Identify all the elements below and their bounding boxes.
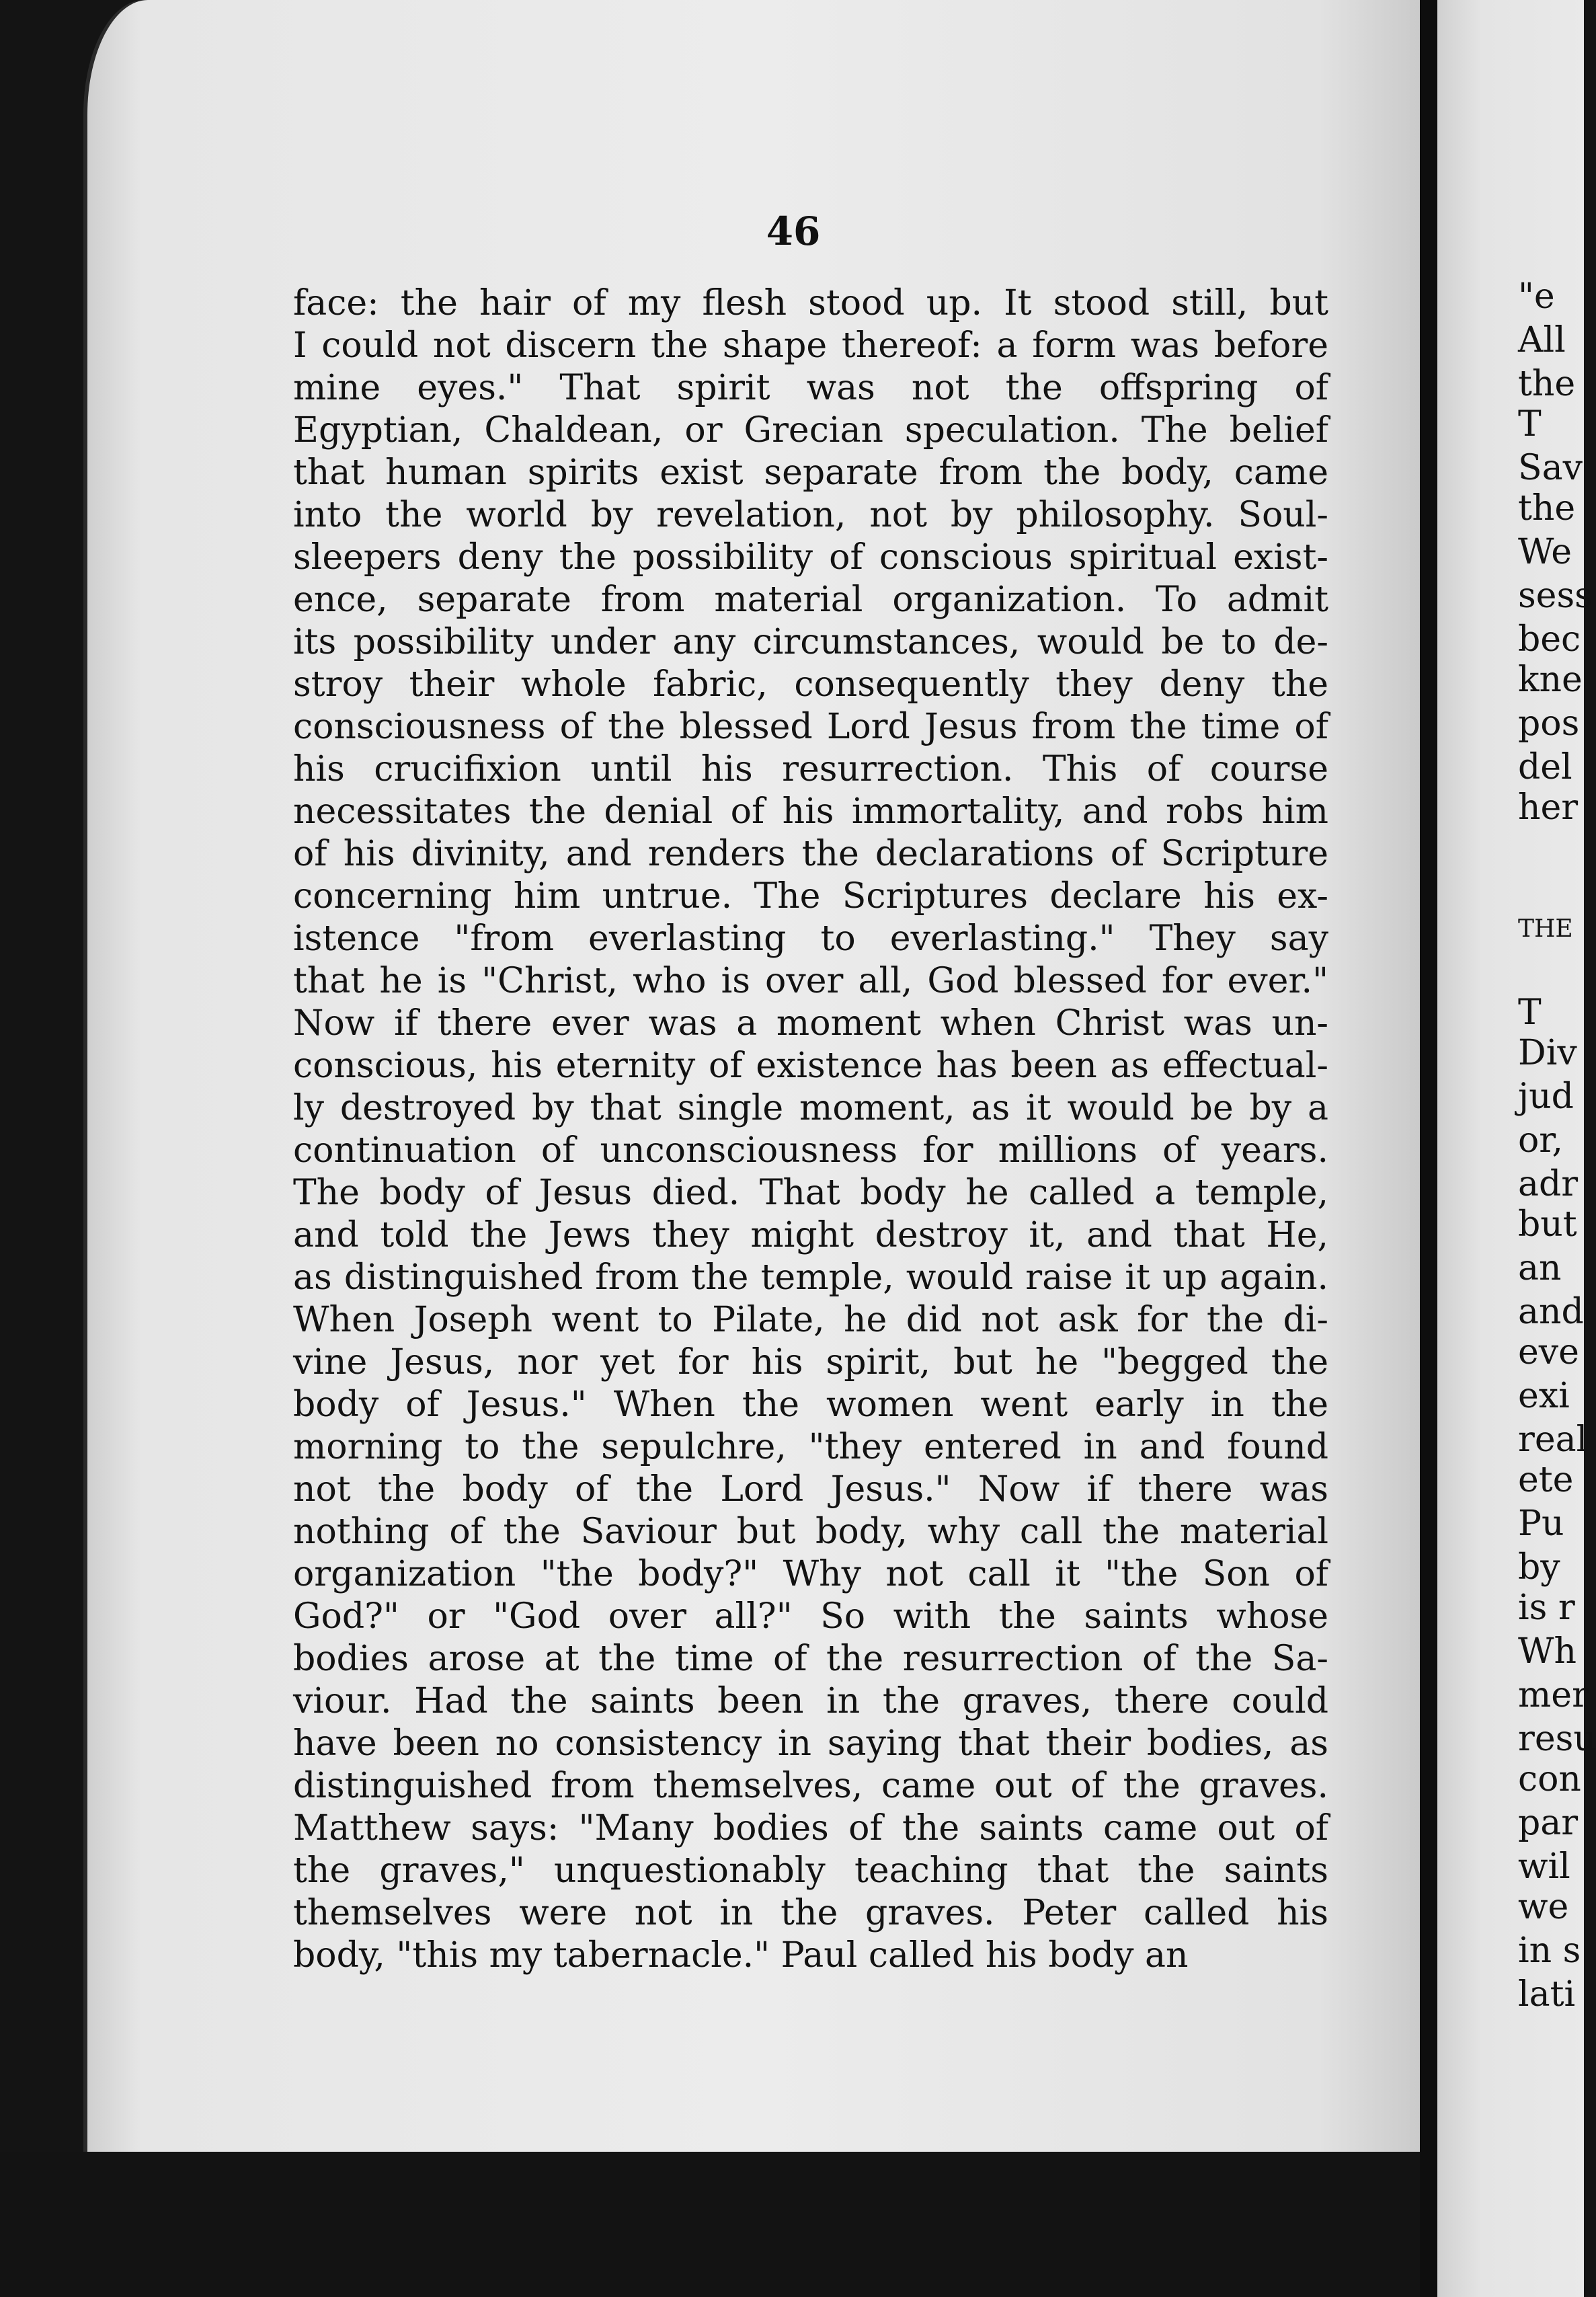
page-bottom-shadow [0, 2152, 1420, 2297]
text-line: Now if there ever was a moment when Christ was un- [293, 1003, 1328, 1044]
text-line: viour. Had the saints been in the graves, there could [293, 1681, 1328, 1721]
right-page-fragment: eve [1518, 1332, 1579, 1372]
text-line: body, "this my tabernacle." Paul called his body an [293, 1935, 1189, 1976]
right-page-fragment: resu [1518, 1719, 1596, 1759]
text-line: body of Jesus." When the women went early in the [293, 1385, 1328, 1425]
text-line: conscious, his eternity of existence has been as effectual- [293, 1046, 1328, 1086]
right-page-fragment: del [1518, 747, 1572, 787]
text-line: Egyptian, Chaldean, or Grecian speculation. The belief [293, 410, 1328, 451]
text-line: his crucifixion until his resurrection. This of course [293, 749, 1328, 789]
right-page-fragment: real [1518, 1419, 1588, 1460]
text-line: not the body of the Lord Jesus." Now if there was [293, 1469, 1328, 1510]
text-line: mine eyes." That spirit was not the offspring of [293, 368, 1328, 408]
right-page-fragment: All [1518, 320, 1566, 360]
right-page-fragment: wil [1518, 1846, 1570, 1887]
text-line: that human spirits exist separate from the body, came [293, 453, 1328, 493]
text-line: into the world by revelation, not by philosophy. Soul- [293, 495, 1328, 535]
text-line: organization "the body?" Why not call it "the Son of [293, 1554, 1328, 1594]
right-page-fragment: an [1518, 1248, 1562, 1288]
right-page-fragment: Div [1518, 1033, 1577, 1073]
text-line: I could not discern the shape thereof: a form was before [293, 325, 1328, 366]
right-page-fragment: and [1518, 1292, 1584, 1332]
right-page-fragment: adr [1518, 1164, 1579, 1204]
right-page-fragment: lati [1518, 1974, 1576, 2015]
text-line: nothing of the Saviour but body, why call the material [293, 1512, 1328, 1552]
right-page-fragment: T [1518, 404, 1542, 444]
right-page-fragment: sess [1518, 576, 1593, 616]
text-line: the graves," unquestionably teaching that the saints [293, 1851, 1328, 1891]
text-line: When Joseph went to Pilate, he did not ask for the di- [293, 1300, 1328, 1340]
right-page-fragment: by [1518, 1547, 1560, 1588]
text-line: God?" or "God over all?" So with the saints whose [293, 1596, 1328, 1637]
page-number: 46 [766, 208, 821, 254]
right-page-fragment: T [1518, 992, 1542, 1033]
right-page-fragment: we [1518, 1887, 1569, 1927]
right-page-fragment: kne [1518, 660, 1583, 700]
right-page-fragment: con [1518, 1759, 1581, 1799]
right-page-fragment: but [1518, 1204, 1577, 1245]
text-line: that he is "Christ, who is over all, God blessed for ever." [293, 961, 1328, 1001]
right-page-fragment: or, [1518, 1120, 1563, 1161]
right-page-fragment: par [1518, 1803, 1579, 1843]
right-page-fragment: jud [1518, 1077, 1574, 1117]
text-line: concerning him untrue. The Scriptures declare his ex- [293, 876, 1328, 917]
text-line: stroy their whole fabric, consequently they deny the [293, 664, 1328, 705]
text-line: vine Jesus, nor yet for his spirit, but he "begged the [293, 1342, 1328, 1383]
text-line: morning to the sepulchre, "they entered in and found [293, 1427, 1328, 1467]
right-page-fragment: in s [1518, 1931, 1581, 1971]
right-page-fragment: Wh [1518, 1631, 1577, 1672]
text-line: The body of Jesus died. That body he called a temple, [293, 1173, 1328, 1213]
text-line: of his divinity, and renders the declarations of Scripture [293, 834, 1328, 874]
text-line: continuation of unconsciousness for millions of years. [293, 1130, 1328, 1171]
right-page-fragment: pos [1518, 703, 1580, 744]
right-page-fragment: ete [1518, 1460, 1574, 1500]
text-line: bodies arose at the time of the resurrection of the Sa- [293, 1639, 1328, 1679]
text-line: necessitates the denial of his immortality, and robs him [293, 791, 1328, 832]
right-page-fragment: is r [1518, 1588, 1575, 1628]
text-line: istence "from everlasting to everlasting." They say [293, 919, 1328, 959]
text-line: distinguished from themselves, came out of the graves. [293, 1766, 1328, 1806]
text-line: Matthew says: "Many bodies of the saints came out of [293, 1808, 1328, 1848]
right-page-fragment: We [1518, 532, 1572, 572]
text-line: ly destroyed by that single moment, as it would be by a [293, 1088, 1328, 1128]
right-page-fragment: Pu [1518, 1504, 1564, 1544]
right-page-fragment: Sav [1518, 448, 1583, 488]
right-page-fragment: the [1518, 364, 1576, 404]
right-page-fragment: exi [1518, 1376, 1570, 1416]
right-page-fragment: her [1518, 787, 1579, 828]
right-page-fragment: THE [1518, 915, 1573, 943]
text-line: as distinguished from the temple, would raise it up again. [293, 1257, 1328, 1298]
body-text [293, 282, 1328, 1984]
text-line: themselves were not in the graves. Peter called his [293, 1893, 1328, 1933]
right-page-fragment: the [1518, 488, 1576, 529]
right-page-fragment: bec [1518, 619, 1581, 660]
text-line: ence, separate from material organization. To admit [293, 580, 1328, 620]
right-page-fragment: mer [1518, 1675, 1589, 1715]
text-line: its possibility under any circumstances, would be to de- [293, 622, 1328, 662]
text-line: sleepers deny the possibility of conscious spiritual exist- [293, 537, 1328, 578]
text-line: consciousness of the blessed Lord Jesus from the time of [293, 707, 1328, 747]
text-line: face: the hair of my flesh stood up. It stood still, but [293, 283, 1328, 323]
text-line: have been no consistency in saying that their bodies, as [293, 1723, 1328, 1764]
right-page-fragment: "e [1518, 276, 1555, 317]
text-line: and told the Jews they might destroy it, and that He, [293, 1215, 1328, 1255]
